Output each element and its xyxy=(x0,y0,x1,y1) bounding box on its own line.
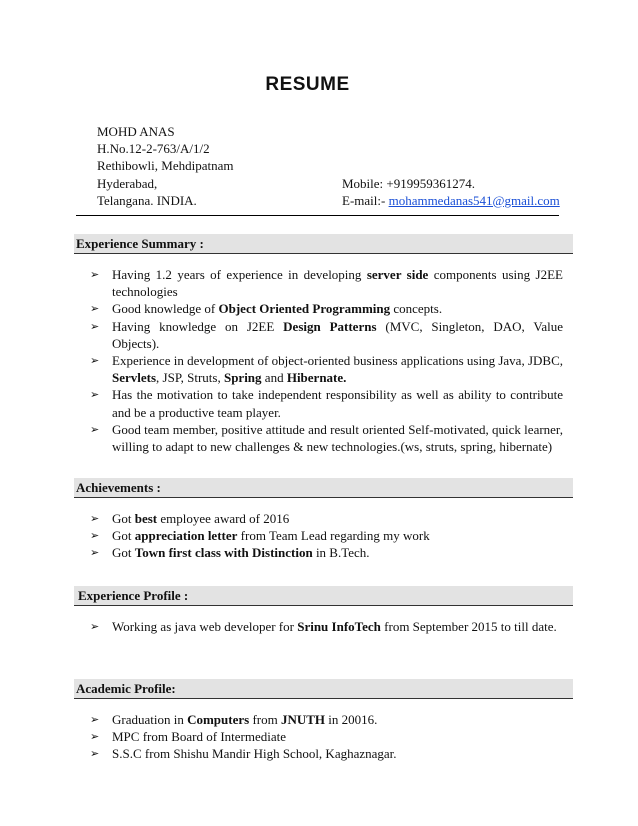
list-item: ➢ MPC from Board of Intermediate xyxy=(90,729,287,745)
academic-profile-section xyxy=(74,679,573,763)
academic-profile-list xyxy=(74,711,573,763)
list-item: ➢ Got best employee award of 2016 xyxy=(90,511,290,526)
mobile-label: Mobile: xyxy=(342,175,384,191)
contact-name: MOHD ANAS xyxy=(97,124,175,139)
experience-summary-list xyxy=(74,266,573,455)
experience-summary-section xyxy=(74,234,573,455)
list-item: ➢ Got appreciation letter from Team Lead regarding my work xyxy=(90,528,430,544)
email-label: E-mail:- xyxy=(342,192,386,208)
contact-block xyxy=(97,123,577,209)
list-item: ➢ S.S.C from Shishu Mandir High School, Kaghaznagar. xyxy=(90,746,397,762)
contact-name-line xyxy=(97,123,577,140)
list-item: ➢ Good knowledge of Object Oriented Programming concepts. xyxy=(90,301,443,317)
list-item: ➢ Has the motivation to take independent responsibility as well as ability to contribute and be a productive team player. xyxy=(90,387,563,420)
list-item: ➢ Graduation in Computers from JNUTH in 20016. xyxy=(90,712,378,727)
arrowhead-bullet-icon: ➢ xyxy=(90,319,100,333)
achievements-heading: Achievements : xyxy=(74,478,573,498)
arrowhead-bullet-icon: ➢ xyxy=(90,354,100,368)
arrowhead-bullet-icon: ➢ xyxy=(90,747,100,761)
arrowhead-bullet-icon: ➢ xyxy=(90,529,100,543)
list-item: ➢ Got Town first class with Distinction in B.Tech. xyxy=(90,545,370,561)
list-item: ➢ Having knowledge on J2EE Design Patterns (MVC, Singleton, DAO, Value Objects). xyxy=(90,318,563,351)
arrowhead-bullet-icon: ➢ xyxy=(90,512,100,525)
arrowhead-bullet-icon: ➢ xyxy=(90,302,100,316)
experience-profile-heading: Experience Profile : xyxy=(74,586,573,606)
address-country: Telangana. INDIA. xyxy=(97,192,197,208)
contact-address-line2 xyxy=(97,157,577,174)
experience-profile-list xyxy=(74,618,573,635)
arrowhead-bullet-icon: ➢ xyxy=(90,546,100,560)
list-item: ➢ Experience in development of object-oriented business applications using Java, JDBC, Servlets, JSP, Struts, Spring and Hibernate. xyxy=(90,353,563,386)
address-line2: Rethibowli, Mehdipatnam xyxy=(97,158,234,174)
arrowhead-bullet-icon: ➢ xyxy=(90,713,100,726)
list-item: ➢ Good team member, positive attitude and result oriented Self-motivated, quick learner, willing to adapt to new challenges & new technologies.(ws, struts, spring, hibernate) xyxy=(90,421,563,455)
list-item: ➢ Working as java web developer for Srinu InfoTech from September 2015 to till date. xyxy=(90,619,557,634)
contact-country-line xyxy=(97,192,577,209)
address-city: Hyderabad, xyxy=(97,175,158,191)
arrowhead-bullet-icon: ➢ xyxy=(90,620,100,633)
list-item: ➢ Having 1.2 years of experience in developing server side components using J2EE technologies xyxy=(90,267,563,300)
arrowhead-bullet-icon: ➢ xyxy=(90,730,100,744)
academic-profile-heading: Academic Profile: xyxy=(74,679,573,699)
arrowhead-bullet-icon: ➢ xyxy=(90,388,100,402)
achievements-list xyxy=(74,510,573,562)
arrowhead-bullet-icon: ➢ xyxy=(90,268,100,281)
contact-address-line1 xyxy=(97,140,577,157)
experience-profile-section xyxy=(74,586,573,635)
mobile-number: +919959361274. xyxy=(386,175,476,191)
email-link[interactable]: mohammedanas541@gmail.com xyxy=(388,192,560,208)
email-group xyxy=(342,192,560,209)
experience-summary-heading: Experience Summary : xyxy=(74,234,573,254)
achievements-section xyxy=(74,478,573,562)
address-line1: H.No.12-2-763/A/1/2 xyxy=(97,141,210,157)
header-divider xyxy=(76,215,559,216)
contact-city-line xyxy=(97,175,577,192)
mobile-group xyxy=(342,175,475,192)
arrowhead-bullet-icon: ➢ xyxy=(90,422,100,436)
page-title: RESUME xyxy=(265,74,350,95)
